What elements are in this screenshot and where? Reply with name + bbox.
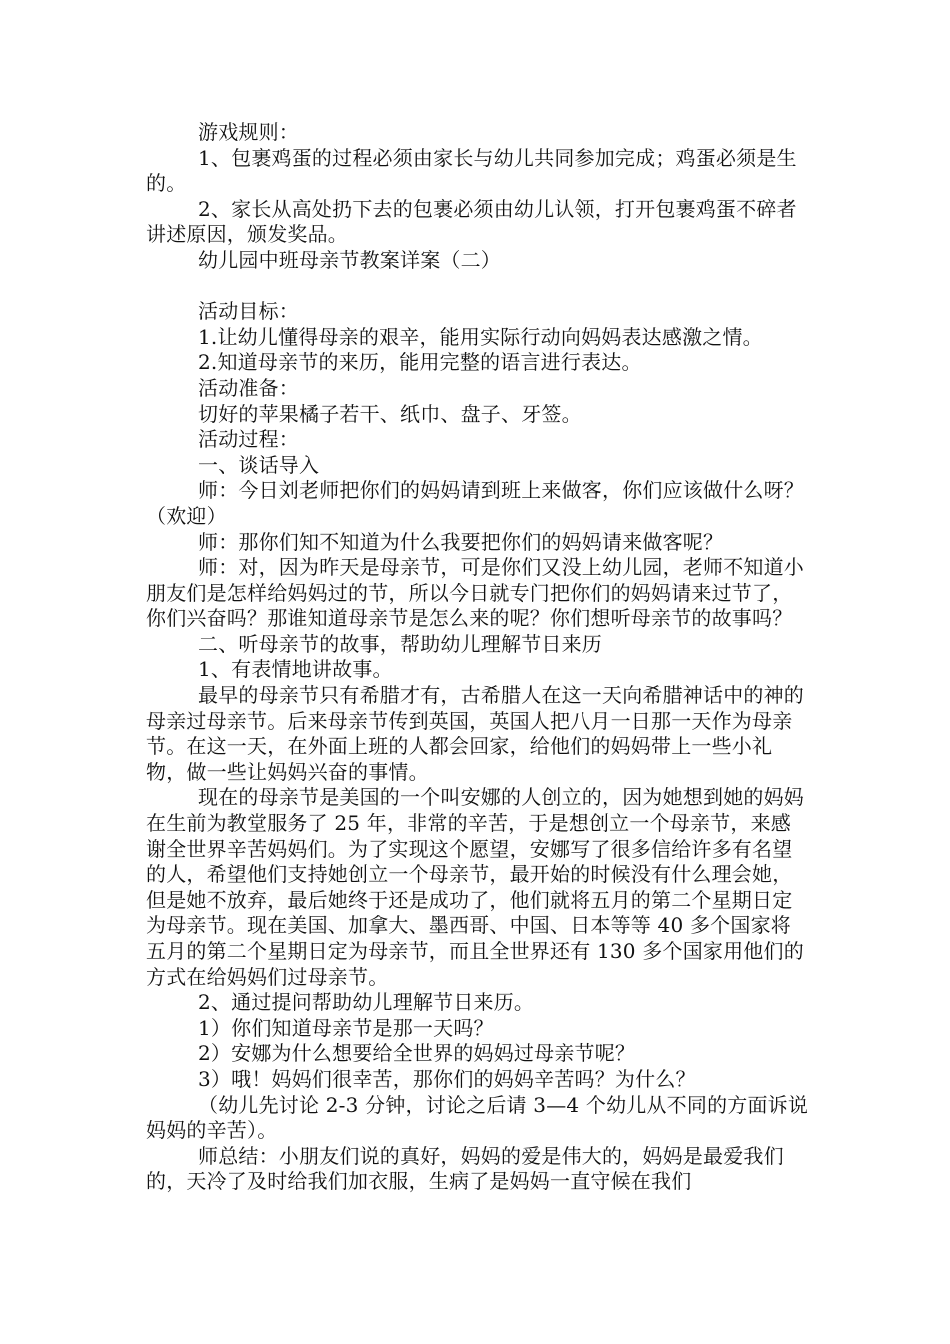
paragraph: 2）安娜为什么想要给全世界的妈妈过母亲节呢？ xyxy=(198,1041,636,1066)
paragraph: （幼儿先讨论 2-3 分钟，讨论之后请 3—4 个幼儿从不同的方面诉说妈妈的辛苦）。 xyxy=(146,1092,809,1143)
paragraph: 师总结：小朋友们说的真好，妈妈的爱是伟大的，妈妈是最爱我们的，天冷了及时给我们加衣服，生病了是妈妈一直守候在我们 xyxy=(146,1143,784,1194)
blank-line xyxy=(146,274,811,300)
paragraph: 2、通过提问帮助幼儿理解节日来历。 xyxy=(198,990,535,1015)
paragraph: 1.让幼儿懂得母亲的艰辛，能用实际行动向妈妈表达感激之情。 xyxy=(198,324,763,349)
document-body xyxy=(146,120,811,1195)
paragraph: 3）哦！妈妈们很幸苦，那你们的妈妈辛苦吗？为什么？ xyxy=(198,1066,696,1091)
paragraph: 师：那你们知不知道为什么我要把你们的妈妈请来做客呢？ xyxy=(198,529,724,554)
paragraph: 现在的母亲节是美国的一个叫安娜的人创立的，因为她想到她的妈妈在生前为教堂服务了 25 年，非常的辛苦，于是想创立一个母亲节，来感谢全世界辛苦妈妈们。为了实现这个愿望，安娜写了很多信给许多有名望的人，希望他们支持她创立一个母亲节，最开始的时候没有什么理会她，但是她不放弃，最后她终于还是成功了，他们就将五月的第二个星期日定为母亲节。现在美国、加拿大、墨西哥、中国、日本等等 40 多个国家将五月的第二个星期日定为母亲节，而且全世界还有 130 多个国家用他们的方式在给妈妈们过母亲节。 xyxy=(146,785,804,989)
paragraph: 切好的苹果橘子若干、纸巾、盘子、牙签。 xyxy=(198,401,582,426)
heading-activity-goals: 活动目标： xyxy=(198,299,299,324)
paragraph: 师：今日刘老师把你们的妈妈请到班上来做客，你们应该做什么呀？（欢迎） xyxy=(146,478,804,528)
section-title: 幼儿园中班母亲节教案详案（二） xyxy=(198,247,501,272)
paragraph: 二、听母亲节的故事，帮助幼儿理解节日来历 xyxy=(198,631,602,656)
paragraph: 1）你们知道母亲节是那一天吗？ xyxy=(198,1015,494,1040)
paragraph: 最早的母亲节只有希腊才有，古希腊人在这一天向希腊神话中的神的母亲过母亲节。后来母亲节传到英国，英国人把八月一日那一天作为母亲节。在这一天，在外面上班的人都会回家，给他们的妈妈带上一些小礼物，做一些让妈妈兴奋的事情。 xyxy=(146,683,804,784)
paragraph: 一、谈话导入 xyxy=(198,452,320,477)
paragraph: 1、包裹鸡蛋的过程必须由家长与幼儿共同参加完成；鸡蛋必须是生的。 xyxy=(146,145,797,196)
paragraph: 2、家长从高处扔下去的包裹必须由幼儿认领，打开包裹鸡蛋不碎者讲述原因，颁发奖品。 xyxy=(146,196,797,247)
paragraph: 游戏规则： xyxy=(198,120,299,144)
paragraph: 2.知道母亲节的来历，能用完整的语言进行表达。 xyxy=(198,350,642,375)
paragraph: 1、有表情地讲故事。 xyxy=(198,657,393,682)
paragraph: 师：对，因为昨天是母亲节，可是你们又没上幼儿园，老师不知道小朋友们是怎样给妈妈过的节，所以今日就专门把你们的妈妈请来过节了，你们兴奋吗？那谁知道母亲节是怎么来的呢？你们想听母亲节的故事吗？ xyxy=(146,555,804,631)
heading-activity-process: 活动过程： xyxy=(198,427,299,452)
heading-activity-preparation: 活动准备： xyxy=(198,375,299,400)
